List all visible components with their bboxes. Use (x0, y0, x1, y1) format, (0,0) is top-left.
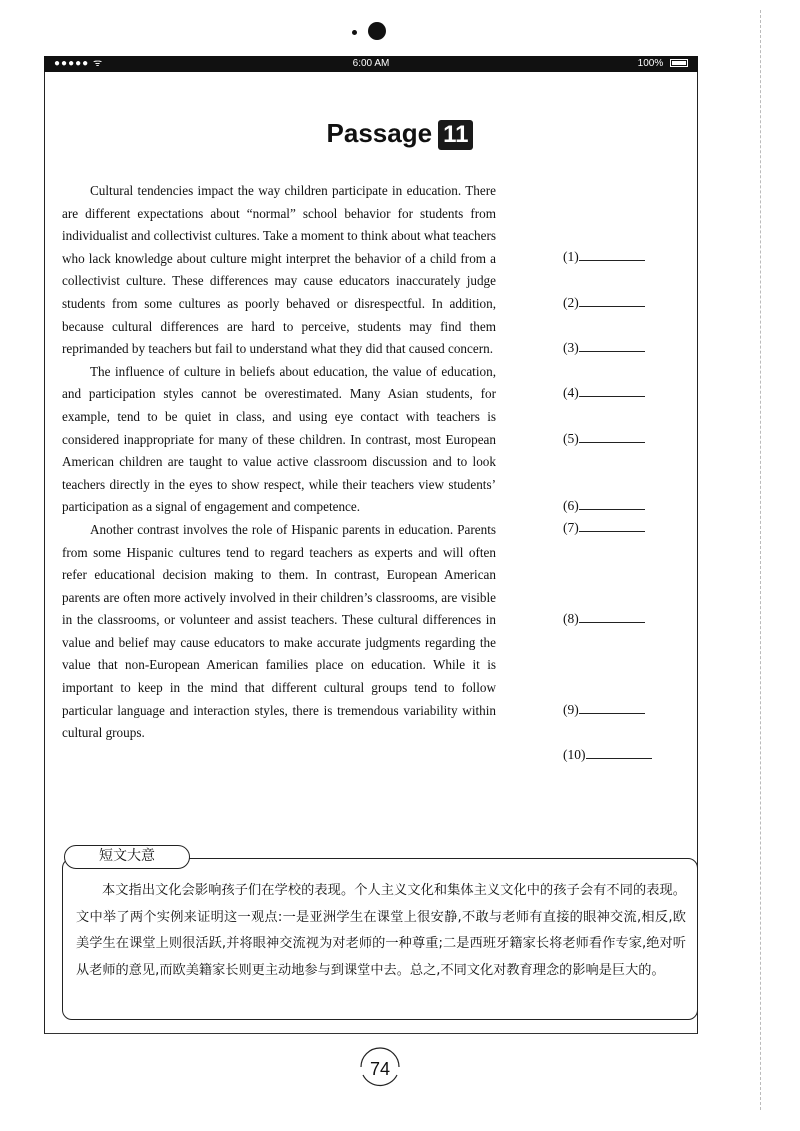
title-number: 11 (438, 120, 473, 150)
battery-status (638, 56, 688, 72)
summary-text: 本文指出文化会影响孩子们在学校的表现。个人主义文化和集体主义文化中的孩子会有不同的表现。文中举了两个实例来证明这一观点:一是亚洲学生在课堂上很安静,不敢与老师有直接的眼神交流,相反,欧美学生在课堂上则很活跃,并将眼神交流视为对老师的一种尊重;二是西班牙籍家长将老师看作专家,绝对听从老师的意见,而欧美籍家长则更主动地参与到课堂中去。总之,不同文化对教育理念的影响是巨大的。 (76, 883, 686, 978)
battery-icon (670, 59, 688, 67)
status-time: 6:00 AM (352, 58, 390, 69)
battery-percent: 100% (637, 58, 664, 69)
decorative-dot-large (368, 22, 386, 40)
summary-label: 短文大意 (64, 845, 190, 869)
answer-blank-6[interactable]: (6) (563, 497, 645, 514)
answer-blank-2[interactable]: (2) (563, 294, 645, 311)
paragraph-3: Another contrast involves the role of Hispanic parents in education. Parents from some Hispanic cultures tend to regard teachers as experts and will often refer educational decision making to them. In contrast, European American parents are often more actively involved in their children’s classrooms, are visible in the classrooms, or volunteer and assist teachers. These cultural differences in value and belief may cause educators to make accurate judgments regarding the value that non-European American families place on education. While it is important to keep in the mind that different cultural groups tend to follow particular language and interaction styles, there is tremendous variability within cultural groups. (62, 521, 496, 741)
answer-blank-5[interactable]: (5) (563, 430, 645, 447)
answer-blank-10[interactable]: (10) (563, 746, 652, 763)
answer-blank-9[interactable]: (9) (563, 701, 645, 718)
decorative-dot-small (352, 30, 357, 35)
signal-icon: ●●●●● ᯤ (54, 58, 104, 69)
margin-rule (760, 10, 761, 1110)
answer-blank-4[interactable]: (4) (563, 384, 645, 401)
paragraph-1: Cultural tendencies impact the way children participate in education. There are different expectations about “normal” school behavior for students from individualist and collectivist cultures. Take a moment to think about what teachers who lack knowledge about culture might interpret the behavior of a child from a collectivist culture. These differences may cause educators inaccurately judge students from some cultures as poorly behaved or disrespectful. In addition, because cultural differences are hard to perceive, students may find them reprimanded by teachers but fail to understand what they did that caused concern. (62, 183, 496, 357)
answer-blank-8[interactable]: (8) (563, 610, 645, 627)
answer-blank-3[interactable]: (3) (563, 339, 645, 356)
status-bar (44, 56, 698, 72)
page-title (0, 118, 800, 150)
answer-blank-1[interactable]: (1) (563, 248, 645, 265)
page-number: 74 (355, 1045, 405, 1089)
passage-body (62, 180, 496, 745)
answer-blank-7[interactable]: (7) (563, 519, 645, 536)
paragraph-2: The influence of culture in beliefs about education, the value of education, and participation styles cannot be overestimated. Many Asian students, for example, tend to be quiet in class, and using eye contact with teachers is considered inappropriate for many of these children. In contrast, most European American children are taught to value active classroom discussion and to look teachers directly in the eyes to show respect, while their teachers view students’ participation as a signal of engagement and competence. (62, 363, 496, 515)
title-word: Passage (326, 118, 433, 148)
